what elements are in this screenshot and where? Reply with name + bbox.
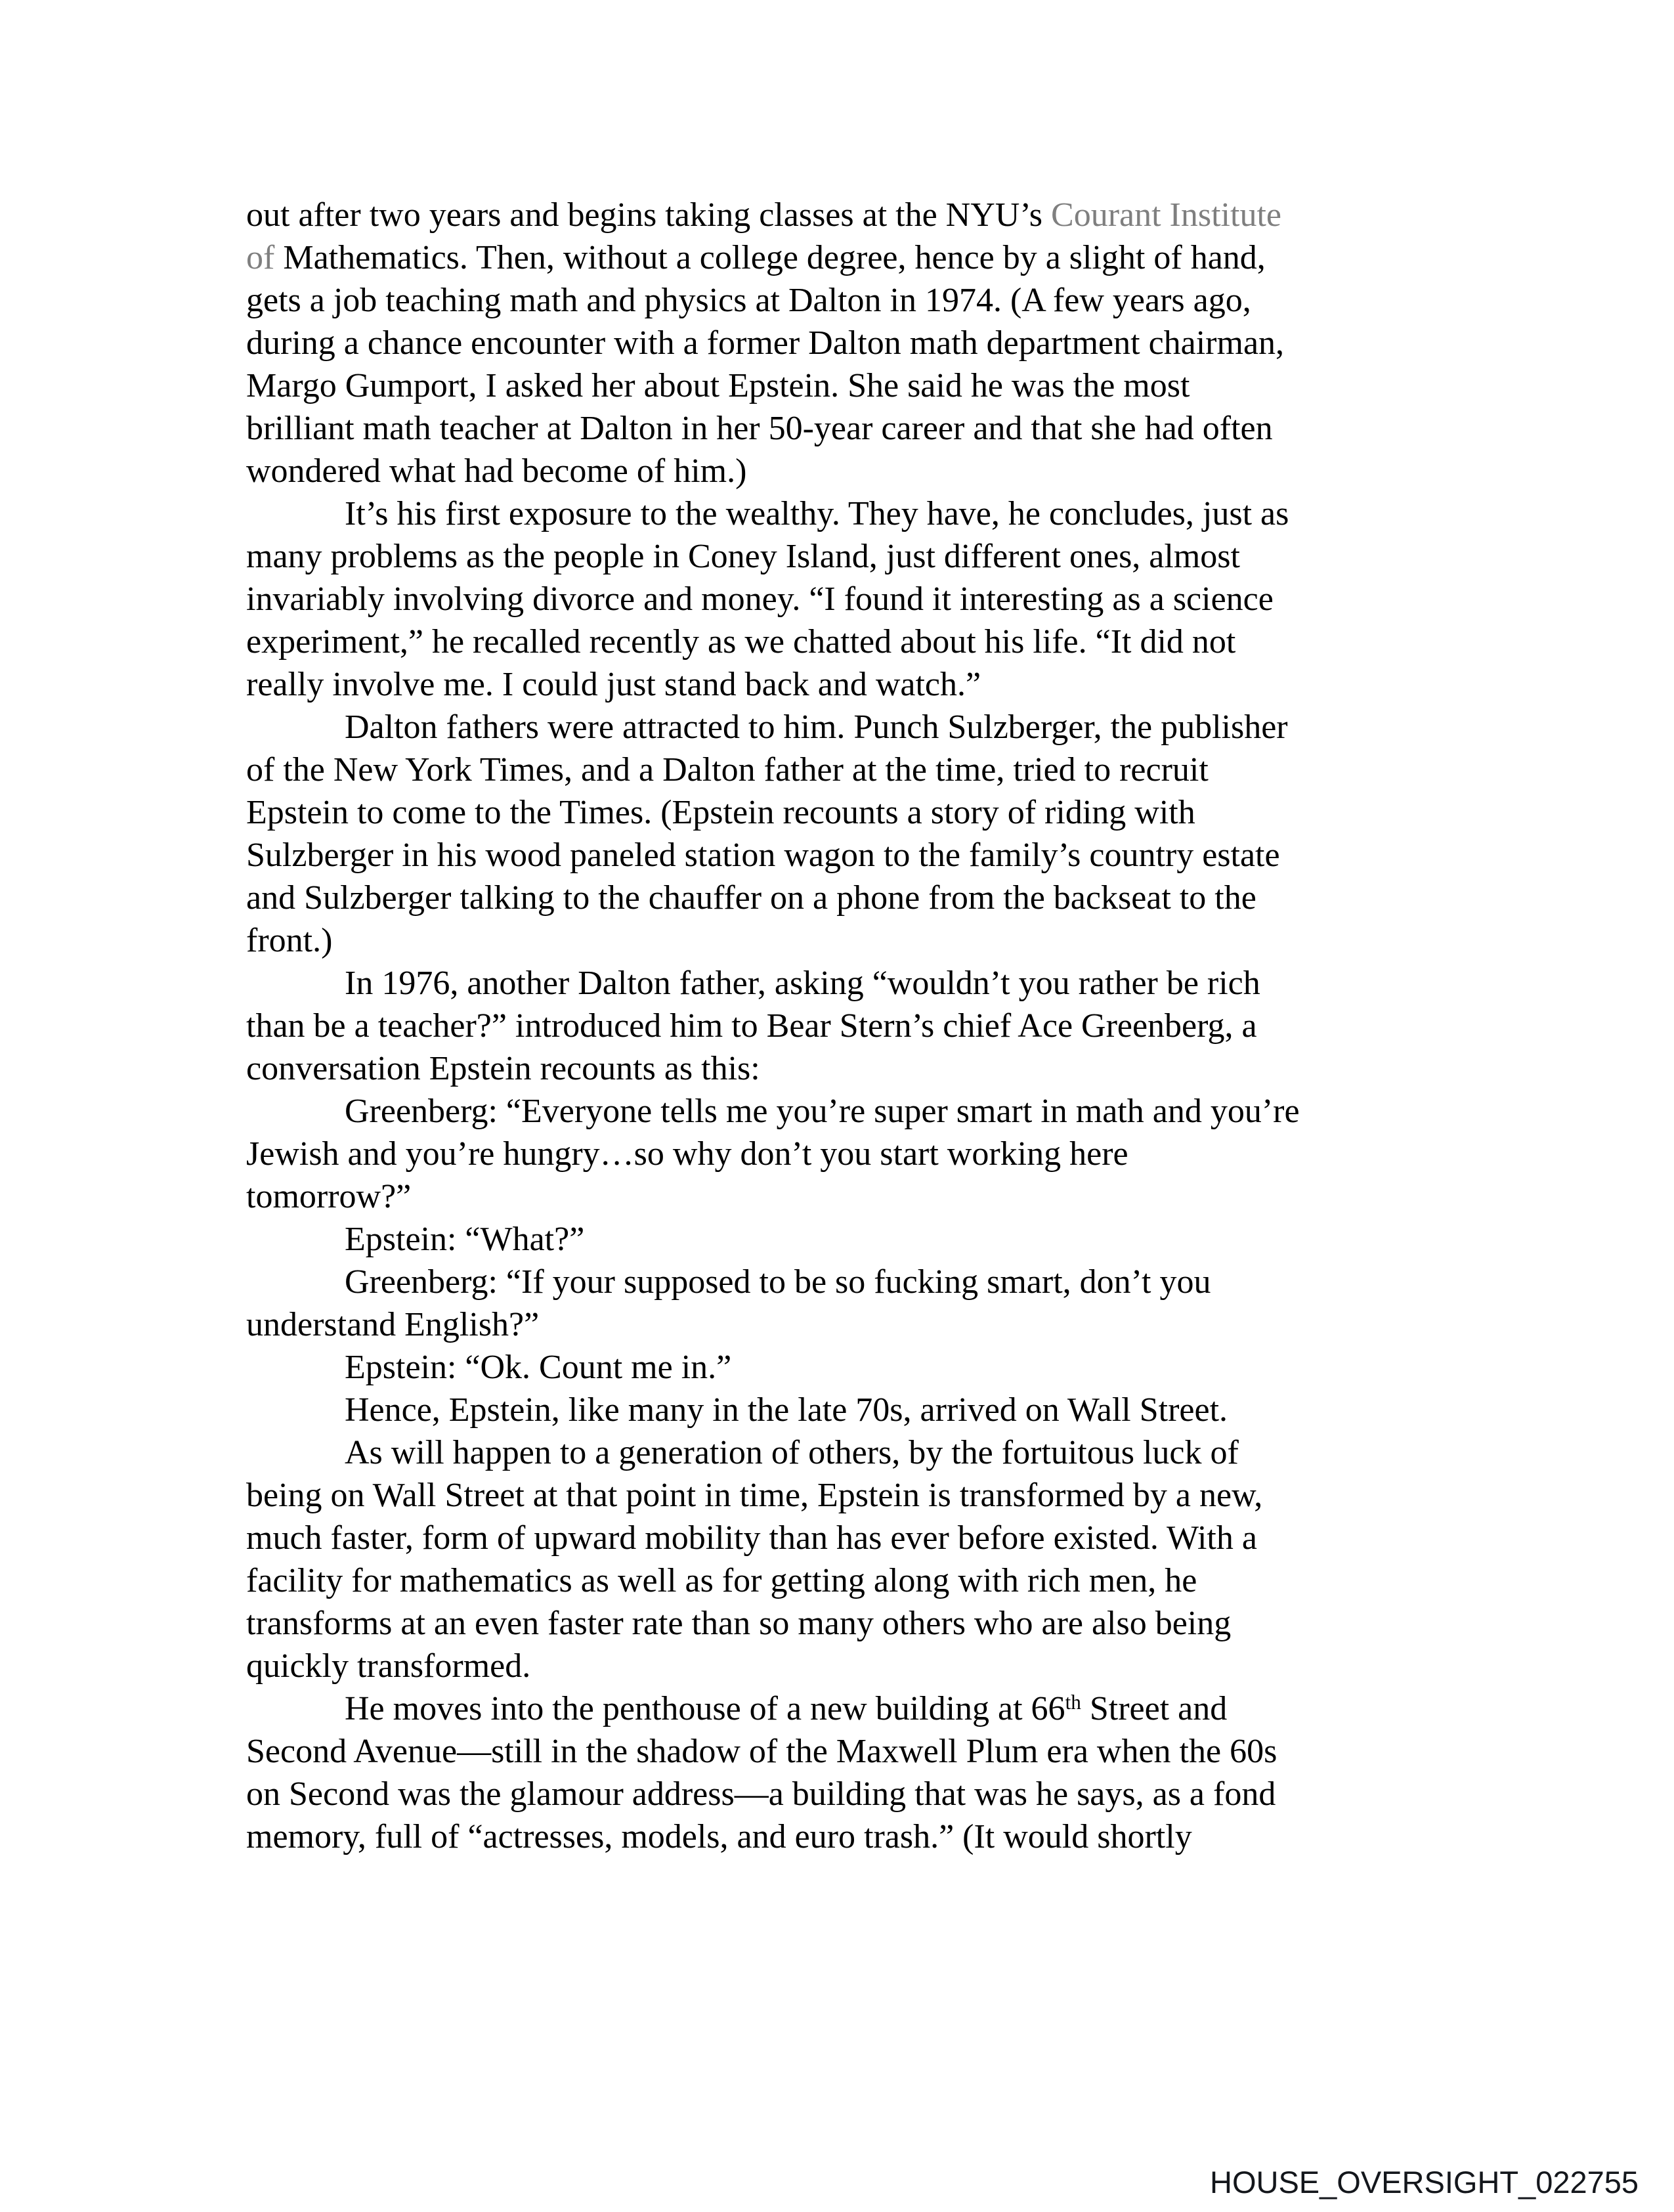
text-line <box>246 1431 1300 1474</box>
text-line <box>246 1047 1300 1090</box>
text-run: out after two years and begins taking classes at the NYU’s <box>246 196 1052 234</box>
text-line <box>246 1005 1300 1047</box>
text-run: wondered what had become of him.) <box>246 452 747 490</box>
text-line <box>246 791 1300 834</box>
text-run: Dalton fathers were attracted to him. Punch Sulzberger, the publisher <box>345 708 1288 746</box>
text-run: Epstein: “Ok. Count me in.” <box>345 1349 732 1386</box>
text-line <box>246 663 1300 706</box>
text-run: Mathematics. Then, without a college degree, hence by a slight of hand, <box>274 239 1266 276</box>
text-run: invariably involving divorce and money. “I found it interesting as a science <box>246 580 1274 618</box>
text-line <box>246 877 1300 919</box>
text-line <box>246 1602 1300 1645</box>
text-line <box>246 1815 1300 1858</box>
text-line <box>246 236 1300 279</box>
text-line <box>246 578 1300 620</box>
text-line <box>246 364 1300 407</box>
text-run: Margo Gumport, I asked her about Epstein. She said he was the most <box>246 367 1190 404</box>
text-run: really involve me. I could just stand back and watch.” <box>246 666 981 703</box>
text-run: Sulzberger in his wood paneled station wagon to the family’s country estate <box>246 836 1280 874</box>
text-line <box>246 1559 1300 1602</box>
text-run: In 1976, another Dalton father, asking “wouldn’t you rather be rich <box>345 965 1260 1002</box>
text-run: Second Avenue—still in the shadow of the Maxwell Plum era when the 60s <box>246 1733 1277 1770</box>
text-run: than be a teacher?” introduced him to Bear Stern’s chief Ace Greenberg, a <box>246 1007 1257 1045</box>
text-line <box>246 1730 1300 1773</box>
text-run: many problems as the people in Coney Island, just different ones, almost <box>246 538 1240 575</box>
text-line <box>246 1474 1300 1517</box>
text-run: Street and <box>1081 1690 1228 1727</box>
text-line <box>246 919 1300 962</box>
text-line <box>246 407 1300 450</box>
body-text <box>246 194 1300 1858</box>
bates-number: HOUSE_OVERSIGHT_022755 <box>1210 2165 1639 2200</box>
text-run: It’s his first exposure to the wealthy. They have, he concludes, just as <box>345 495 1289 532</box>
text-line <box>246 1133 1300 1175</box>
text-run: much faster, form of upward mobility than has ever before existed. With a <box>246 1519 1257 1557</box>
text-line <box>246 748 1300 791</box>
text-line <box>246 1517 1300 1559</box>
text-run: Jewish and you’re hungry…so why don’t you start working here <box>246 1135 1128 1173</box>
text-run: and Sulzberger talking to the chauffer on a phone from the backseat to the <box>246 879 1256 917</box>
text-line <box>246 1645 1300 1687</box>
text-run: front.) <box>246 922 333 959</box>
text-run: Hence, Epstein, like many in the late 70s, arrived on Wall Street. <box>345 1391 1228 1429</box>
text-line <box>246 279 1300 322</box>
text-line <box>246 834 1300 877</box>
text-line <box>246 492 1300 535</box>
text-run: Epstein: “What?” <box>345 1221 585 1258</box>
text-line <box>246 194 1300 236</box>
text-run: facility for mathematics as well as for getting along with rich men, he <box>246 1562 1197 1599</box>
text-line <box>246 1218 1300 1261</box>
text-run: on Second was the glamour address—a building that was he says, as a fond <box>246 1775 1276 1813</box>
text-run: tomorrow?” <box>246 1178 412 1215</box>
gray-text-run: Courant Institute <box>1051 196 1281 234</box>
text-line <box>246 1090 1300 1133</box>
text-line <box>246 1773 1300 1815</box>
text-run: As will happen to a generation of others, by the fortuitous luck of <box>345 1434 1239 1471</box>
text-run: brilliant math teacher at Dalton in her 50-year career and that she had often <box>246 410 1273 447</box>
text-run: Epstein to come to the Times. (Epstein recounts a story of riding with <box>246 794 1195 831</box>
text-run: Greenberg: “Everyone tells me you’re super smart in math and you’re <box>345 1093 1300 1130</box>
text-run: of the New York Times, and a Dalton father at the time, tried to recruit <box>246 751 1209 789</box>
text-run: memory, full of “actresses, models, and euro trash.” (It would shortly <box>246 1818 1192 1855</box>
text-run: Greenberg: “If your supposed to be so fucking smart, don’t you <box>345 1263 1211 1301</box>
text-line <box>246 706 1300 748</box>
text-run: transforms at an even faster rate than so many others who are also being <box>246 1605 1232 1642</box>
text-line <box>246 1175 1300 1218</box>
text-line <box>246 1346 1300 1389</box>
text-line <box>246 1261 1300 1303</box>
gray-text-run: of <box>246 239 275 276</box>
text-line <box>246 535 1300 578</box>
text-run: conversation Epstein recounts as this: <box>246 1050 760 1087</box>
text-line <box>246 1687 1300 1730</box>
text-line <box>246 322 1300 364</box>
text-line <box>246 962 1300 1005</box>
text-run: He moves into the penthouse of a new building at 66 <box>345 1690 1065 1727</box>
superscript-text-run: th <box>1065 1691 1081 1714</box>
text-run: quickly transformed. <box>246 1647 531 1685</box>
text-line <box>246 1389 1300 1431</box>
text-line <box>246 620 1300 663</box>
text-run: being on Wall Street at that point in time, Epstein is transformed by a new, <box>246 1477 1263 1514</box>
text-run: during a chance encounter with a former Dalton math department chairman, <box>246 324 1285 362</box>
text-run: gets a job teaching math and physics at Dalton in 1974. (A few years ago, <box>246 282 1251 319</box>
text-run: understand English?” <box>246 1306 540 1343</box>
text-line <box>246 450 1300 492</box>
text-run: experiment,” he recalled recently as we chatted about his life. “It did not <box>246 623 1236 661</box>
text-line <box>246 1303 1300 1346</box>
